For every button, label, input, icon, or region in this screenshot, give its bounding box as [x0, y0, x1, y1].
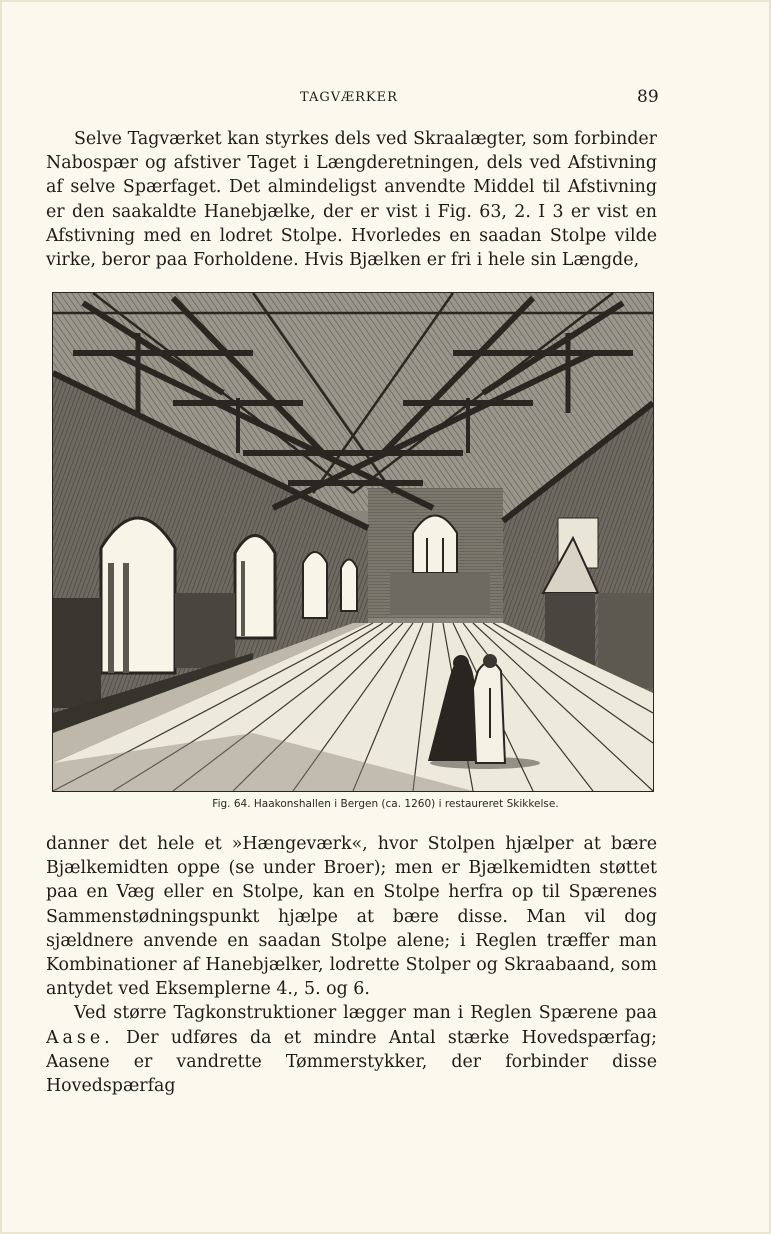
running-header — [0, 87, 771, 110]
figure-caption: Fig. 64. Haakonshallen i Bergen (ca. 1260) i restaureret Skikkelse. — [212, 798, 559, 810]
hall-engraving — [53, 293, 653, 791]
figure-illustration — [52, 292, 654, 792]
paragraph-aase-rest: Der udføres da et mindre Antal stærke Hovedspærfag; Aasene er vandrette Tømmerstykker, der forbinder disse Hovedspærfag — [46, 1027, 658, 1097]
page-number: 89 — [637, 87, 659, 107]
text-block-bottom — [46, 832, 657, 1098]
running-title: TAGVÆRKER — [300, 90, 398, 105]
paragraph-continuation: danner det hele et »Hængeværk«, hvor Stolpen hjælper at bære Bjælkemidten oppe (se under Broer); men er Bjælkemidten støttet paa en Væg eller en Stolpe, kan en Stolpe herfra op til Spærenes Sammenstødningspunkt hjælpe at bære disse. Man vil dog sjældnere anvende en saadan Stolpe alene; i Reglen træffer man Kombinationer af Hanebjælker, lodrette Stolper og Skraabaand, som antydet ved Eksemplerne 4., 5. og 6. — [46, 834, 657, 1000]
paragraph: Selve Tagværket kan styrkes dels ved Skraalægter, som forbinder Nabospær og afstiver Taget i Længderetningen, dels ved Afstivning af selve Spærfaget. Det almindeligst anvendte Middel til Afstivning er den saakaldte Hanebjælke, der er vist i Fig. 63, 2. I 3 er vist en Afstivning med en lodret Stolpe. Hvorledes en saadan Stolpe vilde virke, beror paa Forholdene. Hvis Bjælken er fri i hele sin Længde, — [46, 129, 657, 271]
text-block-top — [46, 127, 657, 272]
spaced-term: Aase. — [46, 1027, 114, 1048]
paragraph-aase-lead: Ved større Tagkonstruktioner lægger man i Reglen Spærene paa — [74, 1003, 657, 1024]
paragraph-aase — [46, 1001, 657, 1098]
